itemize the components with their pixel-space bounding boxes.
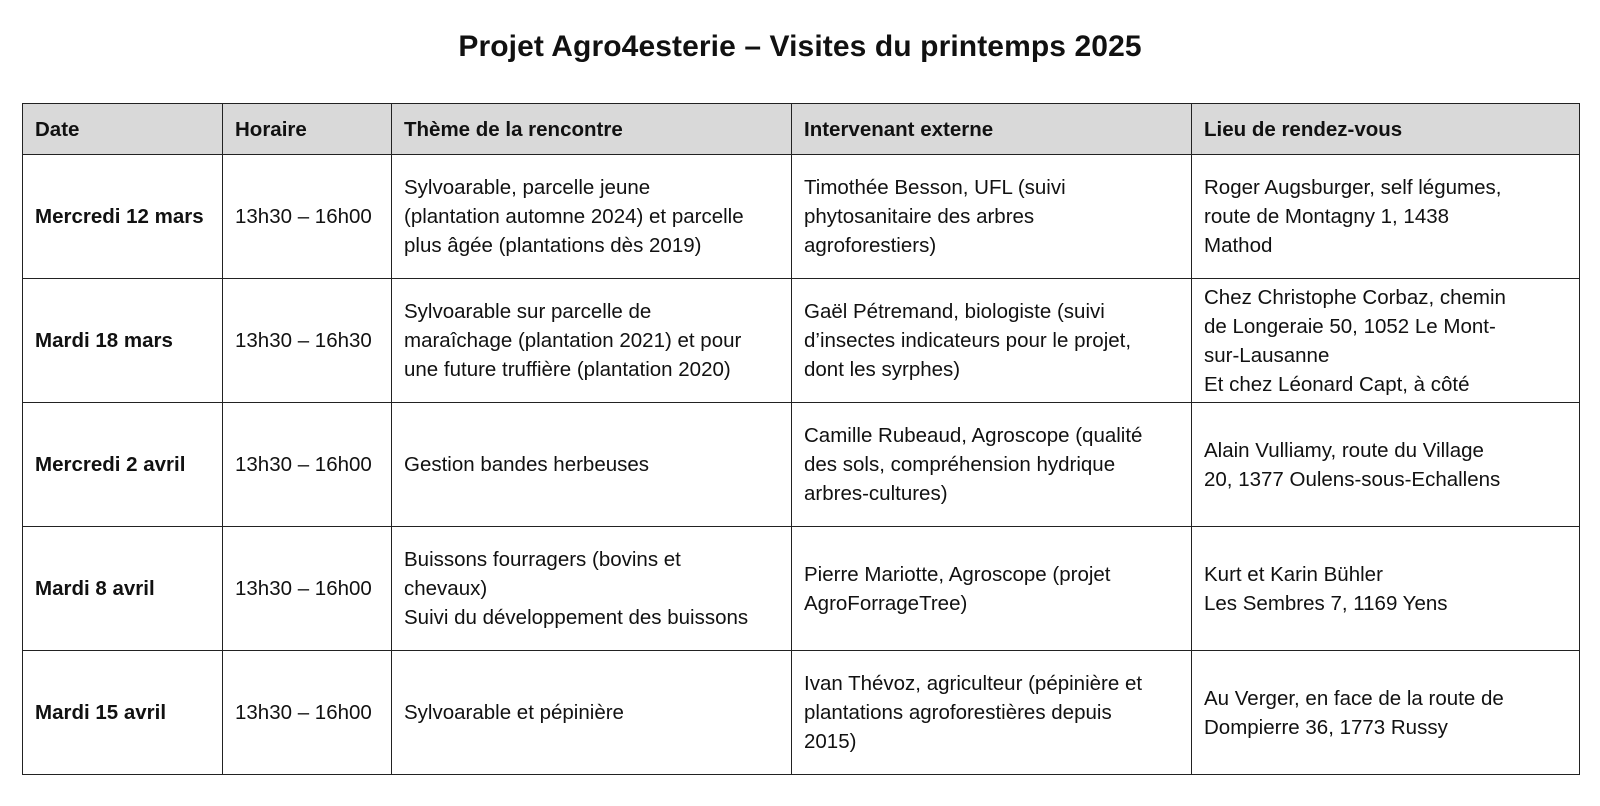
table-row bbox=[23, 155, 1580, 279]
theme-cell bbox=[392, 403, 792, 527]
theme-line: chevaux) bbox=[404, 577, 488, 600]
speaker-line: Camille Rubeaud, Agroscope (qualité bbox=[804, 424, 1143, 447]
theme-line: une future truffière (plantation 2020) bbox=[404, 358, 731, 381]
place-line: Chez Christophe Corbaz, chemin bbox=[1204, 285, 1506, 309]
theme-line: Sylvoarable, parcelle jeune bbox=[404, 176, 651, 199]
place-cell bbox=[1192, 279, 1580, 403]
time-cell: 13h30 – 16h00 bbox=[223, 527, 392, 651]
visits-table bbox=[22, 103, 1580, 775]
table-row bbox=[23, 403, 1580, 527]
theme-cell bbox=[392, 155, 792, 279]
speaker-line: plantations agroforestières depuis bbox=[804, 701, 1112, 724]
speaker-line: Ivan Thévoz, agriculteur (pépinière et bbox=[804, 672, 1143, 695]
theme-line: plus âgée (plantations dès 2019) bbox=[404, 234, 702, 257]
speaker-cell bbox=[792, 651, 1192, 775]
speaker-cell bbox=[792, 155, 1192, 279]
place-cell bbox=[1192, 527, 1580, 651]
place-line: Dompierre 36, 1773 Russy bbox=[1204, 715, 1448, 739]
speaker-line: agroforestiers) bbox=[804, 234, 937, 257]
place-line: Au Verger, en face de la route de bbox=[1204, 686, 1504, 710]
theme-line: (plantation automne 2024) et parcelle bbox=[404, 205, 744, 228]
speaker-cell bbox=[792, 279, 1192, 403]
date-cell: Mardi 8 avril bbox=[23, 527, 223, 651]
speaker-line: AgroForrageTree) bbox=[804, 591, 968, 615]
time-cell: 13h30 – 16h00 bbox=[223, 651, 392, 775]
header-place: Lieu de rendez-vous bbox=[1192, 104, 1580, 155]
table-row bbox=[23, 527, 1580, 651]
date-cell: Mardi 15 avril bbox=[23, 651, 223, 775]
table-body bbox=[23, 155, 1580, 775]
speaker-line: phytosanitaire des arbres bbox=[804, 205, 1035, 228]
theme-line: Sylvoarable sur parcelle de bbox=[404, 300, 652, 323]
theme-line: Gestion bandes herbeuses bbox=[404, 453, 650, 476]
speaker-line: 2015) bbox=[804, 730, 857, 753]
time-cell: 13h30 – 16h30 bbox=[223, 279, 392, 403]
speaker-line: des sols, compréhension hydrique bbox=[804, 453, 1116, 476]
place-cell bbox=[1192, 403, 1580, 527]
theme-line: Buissons fourragers (bovins et bbox=[404, 548, 681, 571]
speaker-line: Pierre Mariotte, Agroscope (projet bbox=[804, 562, 1111, 586]
place-line: Les Sembres 7, 1169 Yens bbox=[1204, 591, 1448, 615]
place-line: Alain Vulliamy, route du Village bbox=[1204, 438, 1484, 462]
place-cell bbox=[1192, 155, 1580, 279]
place-line: de Longeraie 50, 1052 Le Mont- bbox=[1204, 314, 1496, 338]
speaker-line: Timothée Besson, UFL (suivi bbox=[804, 176, 1066, 199]
header-time: Horaire bbox=[223, 104, 392, 155]
table-header-row bbox=[23, 104, 1580, 155]
time-cell: 13h30 – 16h00 bbox=[223, 155, 392, 279]
header-speaker: Intervenant externe bbox=[792, 104, 1192, 155]
theme-line: maraîchage (plantation 2021) et pour bbox=[404, 329, 742, 352]
speaker-line: d’insectes indicateurs pour le projet, bbox=[804, 329, 1132, 352]
time-cell: 13h30 – 16h00 bbox=[223, 403, 392, 527]
theme-line: Sylvoarable et pépinière bbox=[404, 701, 624, 724]
date-cell: Mercredi 12 mars bbox=[23, 155, 223, 279]
table-row bbox=[23, 279, 1580, 403]
date-cell: Mardi 18 mars bbox=[23, 279, 223, 403]
table-row bbox=[23, 651, 1580, 775]
page-title: Projet Agro4esterie – Visites du printemps 2025 bbox=[458, 30, 1142, 63]
theme-cell bbox=[392, 527, 792, 651]
place-line: Kurt et Karin Bühler bbox=[1204, 562, 1383, 586]
place-line: Mathod bbox=[1204, 234, 1273, 257]
place-line: sur-Lausanne bbox=[1204, 343, 1330, 367]
theme-line: Suivi du développement des buissons bbox=[404, 606, 749, 629]
place-line: Et chez Léonard Capt, à côté bbox=[1204, 372, 1470, 396]
speaker-line: dont les syrphes) bbox=[804, 358, 961, 381]
place-line: route de Montagny 1, 1438 bbox=[1204, 205, 1450, 228]
speaker-cell bbox=[792, 527, 1192, 651]
place-cell bbox=[1192, 651, 1580, 775]
theme-cell bbox=[392, 279, 792, 403]
header-theme: Thème de la rencontre bbox=[392, 104, 792, 155]
theme-cell bbox=[392, 651, 792, 775]
header-date: Date bbox=[23, 104, 223, 155]
speaker-line: arbres-cultures) bbox=[804, 482, 948, 505]
place-line: 20, 1377 Oulens-sous-Echallens bbox=[1204, 467, 1501, 491]
date-cell: Mercredi 2 avril bbox=[23, 403, 223, 527]
place-line: Roger Augsburger, self légumes, bbox=[1204, 176, 1502, 199]
speaker-line: Gaël Pétremand, biologiste (suivi bbox=[804, 300, 1105, 323]
speaker-cell bbox=[792, 403, 1192, 527]
